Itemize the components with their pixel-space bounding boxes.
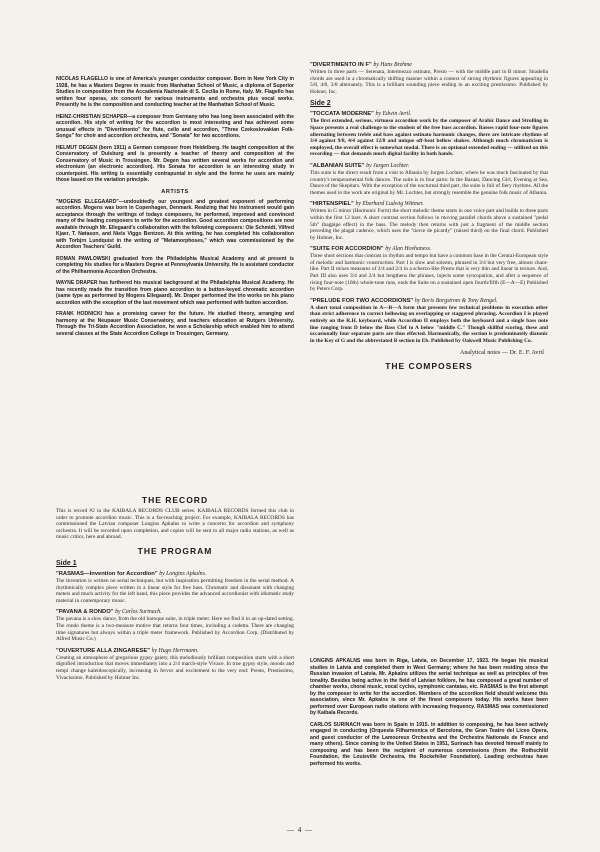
piece-description: The pavana is a slow dance, from the old baroque suite, in triple meter. Here we find it in an up-dated setting. The rondo theme is a two-measure motive that returns four times, including a codetta. There are changing time signatures but always within a triple meter framework. Published by Accordion Corp. (Distributed by Alfred Music Co.) — [56, 616, 294, 643]
composer-bio-flagello: NICOLAS FLAGELLO is one of America's younger conductor composer. Born in New York City in 1928, he has a Masters Degree in music from Manhattan School of Music, a diploma of Superior Studies in composition from the Accademia Nazionale di S. Cecilia in Rome, Italy. Mr. Flagello has written four operas, six concerti for various instruments and orchestra plus vocal works. Presently he is the composition and conducting teacher at the Manhattan School of Music. — [56, 76, 294, 108]
piece-description: Three short sections that contrast in rhythm and tempo but have a common base in the Central-European style of melodic and harmonic construction. Part I is slow and solemn, phrased in 3/4 but very free, almost chant-like. Part II mixes measures of 3/4 and 2/4 in a scherzo-like Presto that is very thin and linear in texture. And, Part III also uses 3/4 and 2/4 but lengthens the phrases, injects some syncopation, and after a sequence of rising four-note (16th) whole-tone runs, ends the Suite on a sustained open fourth/fifth (E—A—E) Published by Peters Corp. — [310, 253, 548, 293]
left-column — [56, 76, 294, 342]
analytical-notes-credit: Analytical notes — Dr. E. F. Avril — [459, 349, 544, 357]
program-heading: THE PROGRAM — [137, 545, 213, 556]
piece-description: Written in G minor (Harmonic Form) the short melodic theme starts in one voice part and builds to three parts within the first 12 bars. A short contrast section follows in moving parallel chords above a sustained "pedal 5th" (bagpipe effect) in the bass. The melody then returns with just a fragment of the middle section preceding the plagal cadence, which uses the "tierce de picardy" (raised third) on the final chord. Published by Hohner, Inc. — [310, 208, 548, 241]
piece-description: Creating an atmosphere of gregarious gypsy gaiety, this melodiously brilliant composition starts with a short dignified introduction that moves immediately into a 2/4 march-style Vivace. In true gypsy style, moods and tempi change kaleidoscopically, increasing in fervor and excitement to the very end: Presto, Prestissimo, Vivacissimo. Published by Hohner Inc. — [56, 654, 294, 681]
piece-description: Written in three parts — Serenata, Intermezzo ostinato, Presto — with the middle part in B minor. Stradella chords are used in a chromatically shifting manner within a context of strong rhythmic figures appearing in 5/8, 4/8, 3/8 alternately. This is a brilliant sounding piece ending in an exciting prestissimo. Published by Hohner, Inc. — [310, 69, 548, 95]
composer-bio-schaper: HEINZ-CHRISTIAN SCHAPER—a composer from Germany who has long been associated with the accordion. His style of writing for the accordion is most interesting and has achieved some unusual effects in "Divertimento" for flute, cello and accordion, "Three Czekoslovakian Folk-Songs" for choir and accordion orchestra, and "Sonata" for two accordions. — [56, 113, 294, 139]
piece-description: The Invention is written on serial techniques, but with inspiration permitting freedom in the serial method. A rhythmically complex piece written in a linear style for free bass. Chromatic and dissonant with changing meters and much activity for the left hand, this piece provides the advanced accordionist with idiomatic study material in contemporary music. — [56, 577, 294, 604]
artist-bio-ellegaard: "MOGENS ELLEGAARD"—undoubtedly our youngest and greatest exponent of performing accordion. Mogens was born in Copenhagen, Denmark. Realizing that his instrument would gain acceptance through the writings of todays composers, he performed, improved and convinced many of the leading composers to write for the accordion. Good accordion compositions are now available through Mr. Ellegaard's collaboration with the following composers: Ole Schmidt, Vilfred Kjaer, T. Nøtason, and Niels Viggo Bentzon. At this writing, he has completed his collaboration with Torbjrn Lundquist in the writing of "Metamorphoses," which was commissioned by the Accordion Teachers' Guild. — [56, 198, 294, 250]
piece-title: "TOCCATA MODERNE" by Edwin Avril. — [310, 111, 412, 118]
piece-title: "HIRTENSPIEL" by Eberhard Ludwig Wittmer. — [310, 201, 424, 208]
piece-description: The first extended, serious, virtuoso accordion work by the composer of Arabic Dance and Strolling in Space presents a real challenge to the student of the free bass accordion. Basses rapid four-note figures alternating between treble and bass against ostinato harmonic changes, there are intricate rhythms of 3/4 against 9/8, 4/4 against 12/8 and unique off-beat bellow shakes. Although much chromaticism is employed, the overall effect is somewhat modal. There is an optional extended ending — utilized on this recording — that demands much digital facility in both hands. — [310, 118, 548, 158]
piece-title: "RASMAS—Invention for Accordion" by Longins Apkalns. — [56, 570, 207, 577]
composer-bio-surinach: CARLOS SURINACH was born in Spain in 1915. In addition to composing, he has been actively engaged in conducting (Orquesta Filharmonica of Barcelona, the Gran Teatro del Liceo Opera, and guest conductor of the Lamoureux Orchestra and the Orchestra Nationale de France and many others). Since coming to the United States in 1951, Surinach has devoted himself mainly to composing and has been the recipient of numerous commissions (from the Rothschild Foundation, the Louisville Orchestra, the Rockefeller Foundation). Leading orchestras have performed his works. — [310, 721, 548, 767]
piece-title: "SUITE FOR ACCORDION" by Alan Hovhaness. — [310, 246, 432, 253]
piece-title: "OUVERTURE ALLA ZINGARESE" by Hugo Herrmann. — [56, 647, 199, 654]
composer-bio-apkalns: LONGINS APKALNS was born in Riga, Latvia, on December 17, 1923. He began his musical studies in Latvia and completed them in West Germany; where he has been residing since the Russian invasion of Latvia. Mr. Apkalns utilizes the serial technique as well as principles of free tonality. Besides being active in the field of Latvian folklore, he has composed a great number of chamber works, choral music, vocal cycles, symphonic cantatas, etc. RASMAS is the first attempt by the composer to write for the accordion. Members of the accordion field should welcome this association, since Mr. Apkalns is one of the finest composers today. His works have been performed over European radio stations with increasing frequency. RASMAS was commissioned by Kaibala Records. — [310, 658, 548, 716]
artist-bio-hodnicki: FRANK HODNICKI has a promising career for the future. He studied theory, arranging and harmony at the Neupauer Music Conservatory, and teachers education at Rutgers University. Through the Tri-State Accordion Association, he won a Scholarship which enabled him to attend several classes at the State Accordion College in Trossingen, Germany. — [56, 311, 294, 337]
artist-bio-draper: WAYNE DRAPER has furthered his musical background at the Philadelphia Musical Academy. He has recently made the transition from piano accordion to a button-keyed chromatic accordion (same type as performed by Mogens Ellegaard). Mr. Draper performed the trio works on his piano accordion with the exception of the last movement which was performed with button accordion. — [56, 280, 294, 306]
piece-title: "DIVERTIMENTO IN F" by Hans Brehme — [310, 62, 412, 68]
right-column-composers — [310, 658, 548, 772]
piece-title: "PRELUDE FOR TWO ACCORDIONS" by Boris Borgstrom & Tony Rengel. — [310, 297, 498, 304]
composers-heading: THE COMPOSERS — [385, 361, 473, 372]
right-column — [310, 58, 548, 374]
artist-bio-pawlowski: ROMAN PAWLOWSKI graduated from the Philadelphia Musical Academy and at present is completing his studies for a Masters Degree at Pennsylvania University. He is assistant conductor of the Philharmonia Accordion Orchestra. — [56, 255, 294, 275]
piece-title: "ALBANIAN SUITE" by Jurgen Lochter. — [310, 162, 410, 169]
piece-description: This suite is the direct result from a visit to Albania by Jurgen Lochter, where he was much fascinated by that country's temperamental folk dances. The suite is in four parts: In the Bazaar, Dancing Girl, Evening at Sea, Dance of the Skepitars. With the exception of the nocturnal third part, the suite is full of fiery rhythms. All the themes used in the work are original by Mr. Lochter, but strongly resemble the genuine folk music of Albania. — [310, 169, 548, 196]
composer-bio-degen: HELMUT DEGEN (born 1911) a German composer from Heidelberg. He taught composition at the Conservatory of Duisburg and is presently a teacher of theory and composition at the Conservatory of Music in Trossingen. Mr. Degen has written several works for accordion and electronium (an electronic accordion). His Sonata for accordion is an interesting study in counterpoint. His writing is essentially contrapuntal in style and the forms he uses are mainly those based on the variation principle. — [56, 144, 294, 183]
piece-title: "PAVANA & RONDO" by Carlos Surinach. — [56, 609, 162, 616]
side-2-label: Side 2 — [310, 100, 331, 108]
left-column-lower — [56, 490, 294, 686]
piece-description: A short tonal composition in A—B—A form that presents few technical problems in execution other than strict adherence to correct bellowing on overlapping or staggered phrasing. Accordion I is played entirely on the R.H. keyboard, while Accordion II employs both the keyboard and a single bass note line ranging from D below the Bass Clef to A below "middle C." Though skillful scoring, these and occasionally four separate parts are thus effected. Harmonically, the section is predominately diatonic in the Key of G and the abbreviated B section in Eb. Published by Oakwell Music Publishing Co. — [310, 304, 548, 344]
record-heading: THE RECORD — [141, 495, 209, 505]
artists-heading: ARTISTS — [161, 188, 189, 195]
record-text: This is record #2 in the KAIBALA RECORDS CLUB series. KAIBALA RECORDS formed this club in order to promote accordion music. This is a far-reaching project. For example, KAIBALA RECORDS has commissioned the Latvian composer Longins Apkalns to write a concerto for accordion and symphony orchestra. It will be recorded upon completion, and copies will be sent to all major radio stations, as well as music critics, here and abroad. — [56, 508, 294, 541]
side-1-label: Side 1 — [56, 559, 77, 567]
page-number: — 4 — — [287, 826, 313, 834]
